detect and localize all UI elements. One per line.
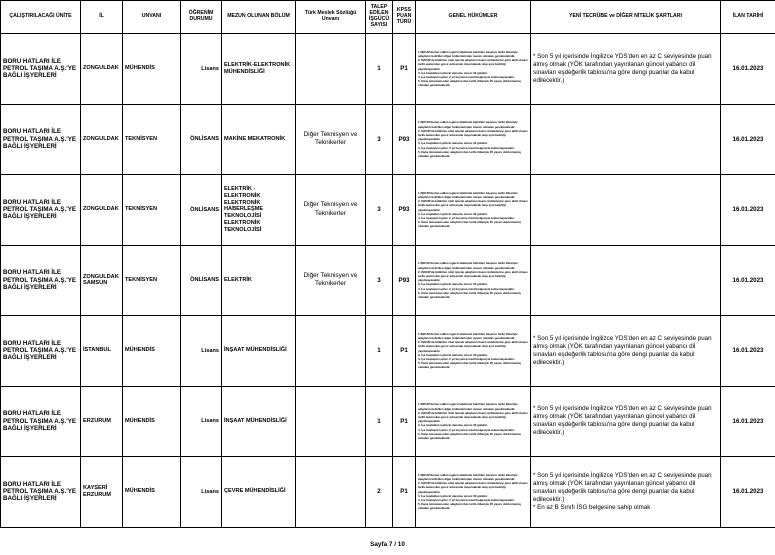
genel-hukum-line: 4- İşe başlayan işçiler, 2 yıl boyunca mazil belgesiyle bulunmayacaktır. bbox=[418, 427, 515, 432]
table-row bbox=[1, 104, 775, 175]
genel-hukum-line: 4- İşe başlayan işçiler, 2 yıl boyunca mazil belgesiyle bulunmayacaktır. bbox=[418, 357, 515, 362]
il-cell: ZONGULDAK bbox=[81, 104, 123, 175]
table-row bbox=[1, 386, 775, 457]
ilan-tarihi-cell: 16.01.2023 bbox=[721, 386, 775, 457]
unite-cell: BORU HATLARI İLE PETROL TAŞIMA A.Ş.'YE BAĞLI İŞYERLERİ bbox=[1, 245, 81, 316]
genel-hukum-line: 2- İŞKUR'da bildirilen nitel işlerde adayların lisans bölümlerine göre aktif olması tarihi www.iskur.gov.tr adresinde duyurulacak olup aynı belirtiği yapılmayacaktır. bbox=[418, 128, 528, 142]
unvan-cell: TEKNİSYEN bbox=[123, 104, 181, 175]
genel-hukum-line: 1-İŞKUR'da ilan edilen işgücü talebinde belirtilen başvuru tarihi itibariyle adayların belirtilen diğer bölümlerinden mezun olmaları gerekmektedir. bbox=[418, 49, 518, 59]
genel-hukum-line: 4- İşe başlayan işçiler, 2 yıl boyunca mazil belgesiyle bulunmayacaktır. bbox=[418, 75, 515, 80]
bolum-cell: İNŞAAT MÜHENDİSLİĞİ bbox=[222, 386, 296, 457]
talep-sayisi-cell: 3 bbox=[366, 104, 393, 175]
genel-hukum-line: 4- İşe başlayan işçiler, 2 yıl boyunca mazil belgesiyle bulunmayacaktır. bbox=[418, 216, 515, 221]
genel-hukumler-cell bbox=[416, 104, 531, 175]
meslek-cell: Diğer Teknisyen ve Teknikerler bbox=[296, 245, 366, 316]
genel-hukum-line: 3- İşe başlatılan işçilerin deneme süresi 30 gündür. bbox=[418, 423, 488, 428]
genel-hukum-line: 5- İlana müracaat eden adayların ilan tarihi itibariyle 35 yaşını doldurmamış olmaları gerekmektedir. bbox=[418, 149, 521, 158]
genel-hukum-line: 5- İlana müracaat eden adayların ilan tarihi itibariyle 35 yaşını doldurmamış olmaları gerekmektedir. bbox=[418, 502, 521, 511]
talep-sayisi-cell: 1 bbox=[366, 34, 393, 105]
ogrenim-cell: Lisans bbox=[181, 34, 222, 105]
nitelik-sartlari-cell bbox=[531, 245, 721, 316]
genel-hukumler-cell bbox=[416, 386, 531, 457]
table-row bbox=[1, 245, 775, 316]
ogrenim-cell: Lisans bbox=[181, 316, 222, 387]
kpss-cell: P93 bbox=[393, 245, 416, 316]
header-row bbox=[1, 1, 775, 34]
genel-hukumler-cell bbox=[416, 457, 531, 528]
bolum-cell: ELEKTRİK - ELEKTRONİK ELEKTRONİK HABERLEŞME TEKNOLOJİSİ ELEKTRONİK TEKNOLOJİSİ bbox=[222, 175, 296, 246]
page-number: Sayfa 7 / 10 bbox=[370, 541, 405, 548]
genel-hukum-line: 2- İŞKUR'da bildirilen nitel işlerde adayların lisans bölümlerine göre aktif olması tarihi www.iskur.gov.tr adresinde duyurulacak olup aynı belirtiği yapılmayacaktır. bbox=[418, 199, 528, 212]
genel-hukum-line: 5- İlana müracaat eden adayların ilan tarihi itibariyle 35 yaşını doldurmamış olmaları gerekmektedir. bbox=[418, 290, 521, 299]
unite-cell: BORU HATLARI İLE PETROL TAŞIMA A.Ş.'YE BAĞLI İŞYERLERİ bbox=[1, 386, 81, 457]
genel-hukum-line: 4- İşe başlayan işçiler, 2 yıl boyunca mazil belgesiyle bulunmayacaktır. bbox=[418, 286, 515, 291]
header-il: İL bbox=[81, 1, 123, 34]
header-sart: YENİ TECRÜBE ve DİĞER NİTELİK ŞARTLARI bbox=[531, 1, 721, 34]
unvan-cell: MÜHENDİS bbox=[123, 457, 181, 528]
ilan-tarihi-cell: 16.01.2023 bbox=[721, 245, 775, 316]
genel-hukum-line: 5- İlana müracaat eden adayların ilan tarihi itibariyle 35 yaşını doldurmamış olmaları gerekmektedir. bbox=[418, 431, 521, 440]
genel-hukum-line: 2- İŞKUR'da bildirilen nitel işlerde adayların lisans bölümlerine göre aktif olması tarihi www.iskur.gov.tr adresinde duyurulacak olup aynı belirtiği yapılmayacaktır. bbox=[418, 269, 528, 283]
unvan-cell: MÜHENDİS bbox=[123, 316, 181, 387]
nitelik-sartlari-cell bbox=[531, 175, 721, 246]
genel-hukum-line: 1-İŞKUR'da ilan edilen işgücü talebinde belirtilen başvuru tarihi itibariyle adayların belirtilen diğer bölümlerinden mezun olmaları gerekmektedir. bbox=[418, 472, 518, 482]
table-row bbox=[1, 457, 775, 528]
meslek-cell bbox=[296, 457, 366, 528]
unite-cell: BORU HATLARI İLE PETROL TAŞIMA A.Ş.'YE BAĞLI İŞYERLERİ bbox=[1, 457, 81, 528]
talep-sayisi-cell: 1 bbox=[366, 386, 393, 457]
ilan-tarihi-cell: 16.01.2023 bbox=[721, 316, 775, 387]
bolum-cell: ELEKTRİK bbox=[222, 245, 296, 316]
genel-hukum-line: 3- İşe başlatılan işçilerin deneme süresi 30 gündür. bbox=[418, 211, 488, 216]
ogrenim-cell: Lisans bbox=[181, 386, 222, 457]
genel-hukumler-cell bbox=[416, 34, 531, 105]
genel-hukum-line: 5- İlana müracaat eden adayların ilan tarihi itibariyle 35 yaşını doldurmamış olmaları gerekmektedir. bbox=[418, 361, 521, 370]
genel-hukum-line: 5- İlana müracaat eden adayların ilan tarihi itibariyle 35 yaşını doldurmamış olmaları gerekmektedir. bbox=[418, 79, 521, 88]
ogrenim-cell: ÖNLİSANS bbox=[181, 175, 222, 246]
header-tarih: İLAN TARİHİ bbox=[721, 1, 775, 34]
table-body bbox=[1, 34, 775, 528]
genel-hukum-line: 1-İŞKUR'da ilan edilen işgücü talebinde belirtilen başvuru tarihi itibariyle adayların belirtilen diğer bölümlerinden mezun olmaları gerekmektedir. bbox=[418, 190, 518, 200]
unvan-cell: TEKNİSYEN bbox=[123, 245, 181, 316]
bolum-cell: MAKİNE MEKATRONİK bbox=[222, 104, 296, 175]
header-sayi: TALEP EDİLEN İŞGÜCÜ SAYISI bbox=[366, 1, 393, 34]
nitelik-sartlari-cell: * Son 5 yıl içerisinde İngilizce YDS'den en az C seviyesinde puan almış olmak (YÖK tarafından yayınlanan güncel yabancı dil sınavları eşdeğerlik tablosu'na göre dengi puanlar da kabul edilecektir.) bbox=[531, 316, 721, 387]
meslek-cell: Diğer Teknisyen ve Teknikerler bbox=[296, 104, 366, 175]
genel-hukumler-cell bbox=[416, 175, 531, 246]
genel-hukum-line: 3- İşe başlatılan işçilerin deneme süresi 30 gündür. bbox=[418, 282, 488, 287]
talep-sayisi-cell: 2 bbox=[366, 457, 393, 528]
nitelik-sartlari-cell bbox=[531, 104, 721, 175]
unite-cell: BORU HATLARI İLE PETROL TAŞIMA A.Ş.'YE BAĞLI İŞYERLERİ bbox=[1, 316, 81, 387]
kpss-cell: P93 bbox=[393, 175, 416, 246]
genel-hukum-line: 2- İŞKUR'da bildirilen nitel işlerde adayların lisans bölümlerine göre aktif olması tarihi www.iskur.gov.tr adresinde duyurulacak olup aynı belirtiği yapılmayacaktır. bbox=[418, 481, 528, 494]
il-cell: ZONGULDAK bbox=[81, 34, 123, 105]
talep-sayisi-cell: 3 bbox=[366, 175, 393, 246]
ilan-tarihi-cell: 16.01.2023 bbox=[721, 104, 775, 175]
unvan-cell: TEKNİSYEN bbox=[123, 175, 181, 246]
meslek-cell bbox=[296, 34, 366, 105]
il-cell: KAYSERİ ERZURUM bbox=[81, 457, 123, 528]
header-bolum: MEZUN OLUNAN BÖLÜM bbox=[222, 1, 296, 34]
meslek-cell bbox=[296, 386, 366, 457]
header-genel: GENEL HÜKÜMLER bbox=[416, 1, 531, 34]
kpss-cell: P1 bbox=[393, 34, 416, 105]
il-cell: ZONGULDAK SAMSUN bbox=[81, 245, 123, 316]
genel-hukum-line: 4- İşe başlayan işçiler, 2 yıl boyunca mazil belgesiyle bulunmayacaktır. bbox=[418, 145, 515, 150]
genel-hukumler-cell bbox=[416, 245, 531, 316]
genel-hukum-line: 4- İşe başlayan işçiler, 2 yıl boyunca mazil belgesiyle bulunmayacaktır. bbox=[418, 498, 515, 503]
nitelik-sartlari-cell: * Son 5 yıl içerisinde İngilizce YDS'den en az C seviyesinde puan almış olmak (YÖK tarafından yayınlanan güncel yabancı dil sınavları eşdeğerlik tablosu'na göre dengi puanlar da kabul edilecektir.) bbox=[531, 386, 721, 457]
genel-hukum-line: 2- İŞKUR'da bildirilen nitel işlerde adayların lisans bölümlerine göre aktif olması tarihi www.iskur.gov.tr adresinde duyurulacak olup aynı belirtiği yapılmayacaktır. bbox=[418, 340, 528, 353]
meslek-cell: Diğer Teknisyen ve Teknikerler bbox=[296, 175, 366, 246]
genel-hukumler-cell bbox=[416, 316, 531, 387]
ogrenim-cell: ÖNLİSANS bbox=[181, 104, 222, 175]
unvan-cell: MÜHENDİS bbox=[123, 386, 181, 457]
unite-cell: BORU HATLARI İLE PETROL TAŞIMA A.Ş.'YE BAĞLI İŞYERLERİ bbox=[1, 34, 81, 105]
genel-hukum-line: 3- İşe başlatılan işçilerin deneme süresi 30 gündür. bbox=[418, 141, 488, 146]
kpss-cell: P1 bbox=[393, 457, 416, 528]
il-cell: ERZURUM bbox=[81, 386, 123, 457]
il-cell: ZONGULDAK bbox=[81, 175, 123, 246]
genel-hukum-line: 2- İŞKUR'da bildirilen nitel işlerde adayların lisans bölümlerine göre aktif olması tarihi www.iskur.gov.tr adresinde duyurulacak olup aynı belirtiği yapılmayacaktır. bbox=[418, 410, 528, 424]
unite-cell: BORU HATLARI İLE PETROL TAŞIMA A.Ş.'YE BAĞLI İŞYERLERİ bbox=[1, 175, 81, 246]
talep-sayisi-cell: 1 bbox=[366, 316, 393, 387]
genel-hukum-line: 1-İŞKUR'da ilan edilen işgücü talebinde belirtilen başvuru tarihi itibariyle adayların belirtilen diğer bölümlerinden mezun olmaları gerekmektedir. bbox=[418, 331, 518, 341]
table-row bbox=[1, 34, 775, 105]
kpss-cell: P93 bbox=[393, 104, 416, 175]
header-kpss: KPSS PUAN TÜRÜ bbox=[393, 1, 416, 34]
header-meslek: Türk Meslek Sözlüğü Unvanı bbox=[296, 1, 366, 34]
header-unvan: UNVANI bbox=[123, 1, 181, 34]
genel-hukum-line: 2- İŞKUR'da bildirilen nitel işlerde adayların lisans bölümlerine göre aktif olması tarihi www.iskur.gov.tr adresinde duyurulacak olup aynı belirtiği yapılmayacaktır. bbox=[418, 58, 528, 71]
kpss-cell: P1 bbox=[393, 386, 416, 457]
ogrenim-cell: Lisans bbox=[181, 457, 222, 528]
unite-cell: BORU HATLARI İLE PETROL TAŞIMA A.Ş.'YE BAĞLI İŞYERLERİ bbox=[1, 104, 81, 175]
genel-hukum-line: 1-İŞKUR'da ilan edilen işgücü talebinde belirtilen başvuru tarihi itibariyle adayların belirtilen diğer bölümlerinden mezun olmaları gerekmektedir. bbox=[418, 261, 518, 270]
il-cell: İSTANBUL bbox=[81, 316, 123, 387]
ogrenim-cell: ÖNLİSANS bbox=[181, 245, 222, 316]
meslek-cell bbox=[296, 316, 366, 387]
talep-sayisi-cell: 3 bbox=[366, 245, 393, 316]
genel-hukum-line: 1-İŞKUR'da ilan edilen işgücü talebinde belirtilen başvuru tarihi itibariyle adayların belirtilen diğer bölümlerinden mezun olmaları gerekmektedir. bbox=[418, 120, 518, 129]
genel-hukum-line: 3- İşe başlatılan işçilerin deneme süresi 30 gündür. bbox=[418, 352, 488, 357]
nitelik-sartlari-cell: * Son 5 yıl içerisinde İngilizce YDS'den en az C seviyesinde puan almış olmak (YÖK tarafından yayınlanan güncel yabancı dil sınavları eşdeğerlik tablosu'na göre dengi puanlar da kabul edilecektir.) bbox=[531, 34, 721, 105]
bolum-cell: ELEKTRİK-ELEKTRONİK MÜHENDİSLİĞİ bbox=[222, 34, 296, 105]
kpss-cell: P1 bbox=[393, 316, 416, 387]
nitelik-sartlari-cell: * Son 5 yıl içerisinde İngilizce YDS'den en az C seviyesinde puan almış olmak (YÖK tarafından yayınlanan güncel yabancı dil sınavları eşdeğerlik tablosu'na göre dengi puanlar da kabul edilecektir.) * En az B Sınıfı İSG belgesine sahip olmak bbox=[531, 457, 721, 528]
header-ogrenim: ÖĞRENİM DURUMU bbox=[181, 1, 222, 34]
genel-hukum-line: 1-İŞKUR'da ilan edilen işgücü talebinde belirtilen başvuru tarihi itibariyle adayların belirtilen diğer bölümlerinden mezun olmaları gerekmektedir. bbox=[418, 402, 518, 411]
header-unite: ÇALIŞTIRILACAĞI ÜNİTE bbox=[1, 1, 81, 34]
ilan-tarihi-cell: 16.01.2023 bbox=[721, 457, 775, 528]
genel-hukum-line: 3- İşe başlatılan işçilerin deneme süresi 30 gündür. bbox=[418, 493, 488, 498]
bolum-cell: İNŞAAT MÜHENDİSLİĞİ bbox=[222, 316, 296, 387]
bolum-cell: ÇEVRE MÜHENDİSLİĞİ bbox=[222, 457, 296, 528]
unvan-cell: MÜHENDİS bbox=[123, 34, 181, 105]
ilan-tarihi-cell: 16.01.2023 bbox=[721, 175, 775, 246]
ilan-tarihi-cell: 16.01.2023 bbox=[721, 34, 775, 105]
genel-hukum-line: 5- İlana müracaat eden adayların ilan tarihi itibariyle 35 yaşını doldurmamış olmaları gerekmektedir. bbox=[418, 220, 521, 229]
genel-hukum-line: 3- İşe başlatılan işçilerin deneme süresi 30 gündür. bbox=[418, 70, 488, 75]
table-row bbox=[1, 175, 775, 246]
table-row bbox=[1, 316, 775, 387]
